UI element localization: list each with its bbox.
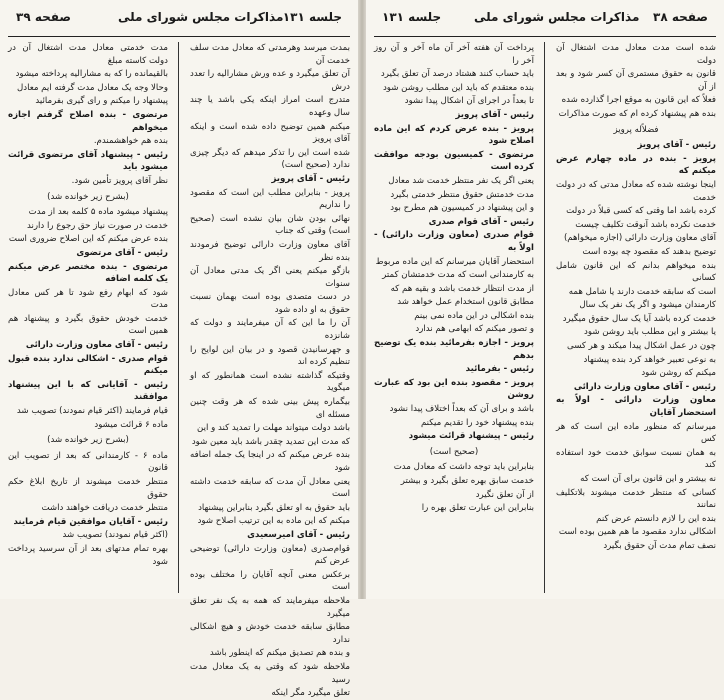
paragraph-line: به نوعی تعبیر خواهد کرد بنده پیشنهاد bbox=[583, 354, 716, 365]
paragraph-line: تا بعداً در اجرای آن اشکال پیدا نشود bbox=[404, 96, 534, 107]
paragraph-line: مطابق قانون استخدام عمل خواهد شد bbox=[397, 297, 534, 308]
paragraph-line: تعلق میگیرد مگر اینکه bbox=[271, 688, 350, 699]
paragraph-line: بنده عرض میکنم که در اینجا یک جمله اضافه شود bbox=[190, 450, 350, 473]
paragraph-line: نصف تمام مدت آن حقوق بگیرد bbox=[603, 540, 716, 551]
speaker-line: رئیس - آقای مرتضوی bbox=[76, 247, 168, 258]
paragraph-line: ملاحظه میفرمایند که همه به یک نفر تعلق میگیرد bbox=[190, 595, 350, 619]
paragraph-line: باشد و برای آن که بعداً اختلاف پیدا نشود bbox=[389, 404, 534, 415]
speaker-line: رئیس - آقای معاون وزارت دارائی bbox=[25, 340, 168, 351]
paragraph-line: باید حقوق به او تعلق بگیرد بنابراین پیشنهاد bbox=[198, 502, 350, 513]
paragraph-line: به کارمندانی است که مدت خدمتشان کمتر bbox=[382, 270, 534, 281]
left-page-header bbox=[8, 0, 350, 34]
left-column-divider bbox=[178, 42, 179, 593]
paragraph-line: قانون به حقوق مستمری آن کسر شود و بعد از آن bbox=[556, 69, 716, 92]
paragraph-line: (اکثر قیام نمودند) تصویب شد bbox=[62, 530, 168, 541]
left-page-right-column bbox=[190, 42, 350, 699]
speaker-line: رئیس - آقایان موافقین قیام فرمایند bbox=[13, 516, 168, 527]
paragraph-line: ملاحظه شود که وقتی به یک معادل مدت رسید bbox=[190, 661, 350, 685]
speaker-line: پرویز - مقصود بنده این بود که عبارت روشن bbox=[374, 377, 534, 401]
speaker-line: معاون وزارت دارائی - اولاً به استحضار آقایان bbox=[556, 395, 716, 419]
paragraph-line: بنده هم پیشنهاد کرده ام که صورت مذاکرات bbox=[558, 108, 716, 119]
paragraph-line: بیگماره پیش بینی شده که هر وقت چنین مسئله ای bbox=[190, 397, 350, 420]
paragraph-line: بهره تمام مدتهای بعد از آن سرسید پرداخت شود bbox=[8, 543, 168, 567]
right-page-number: صفحه ۳۸ bbox=[653, 10, 708, 24]
paragraph-line: یعنی اگر یک نفر منتظر خدمت شد معادل bbox=[388, 175, 534, 186]
paragraph-line: بنده میخواهم بدانم که این قانون شامل کسانی bbox=[556, 260, 716, 284]
speaker-line: پرویز - اجازه بفرمائید بنده یک توضیح بدهم bbox=[374, 338, 534, 361]
caption-line: (بشرح زیر خوانده شد) bbox=[47, 435, 129, 446]
paragraph-line: بنده عرض میکنم که این اصلاح ضروری است bbox=[8, 234, 168, 245]
speaker-line: مرتضوی - کمیسیون بودجه موافقت کرده است bbox=[374, 149, 534, 173]
speaker-line: پرویز - بنده در ماده چهارم عرض میکنم که bbox=[556, 153, 716, 177]
book-gutter bbox=[358, 0, 366, 599]
paragraph-line: آقای معاون وزارت دارائی توضیح فرمودند بنده نظر bbox=[190, 239, 350, 263]
paragraph-line: پیشنهاد را میکنم و رای گیری بفرمائید bbox=[35, 96, 168, 107]
paragraph-line: بنده معتقدم که باید این مطلب روشن شود bbox=[382, 82, 534, 93]
left-page-columns bbox=[8, 42, 350, 699]
left-page bbox=[0, 0, 358, 699]
paragraph-line: و تصور میکنم که ابهامی هم ندارد bbox=[415, 324, 534, 335]
paragraph-line: نظر آقای پرویز تأمین شود. bbox=[71, 175, 168, 186]
paragraph-line: پرویز - بنابراین مطلب این است که مقصود را نداریم bbox=[190, 187, 350, 211]
paragraph-line: آن را ما این که آن میفرمایند و دولت که شانزده bbox=[190, 318, 350, 342]
paragraph-line: چون در عمل اشکال پیدا میکند و هر کسی bbox=[567, 341, 716, 352]
right-column-divider bbox=[544, 42, 545, 593]
left-page-session: جلسه ۱۳۱ bbox=[282, 10, 342, 24]
caption-line: (بشرح زیر خوانده شد) bbox=[47, 191, 129, 202]
paragraph-line: از آن تعلق نگیرد bbox=[475, 489, 534, 500]
paragraph-line: پرداخت آن هفته آخر آن ماه آخر و آن روز آخر را bbox=[374, 43, 534, 66]
speaker-line: مرتضوی - بنده مختصر عرض میکنم یک کلمه اضافه bbox=[8, 261, 168, 285]
paragraph-line: باشد دولت میتواند مهلت را تمدید کند و این bbox=[197, 423, 350, 434]
paragraph-line: از مدت انتظار خدمت باشد و بقیه هم که bbox=[390, 283, 534, 294]
paragraph-line: آقای معاون وزارت دارائی (اجازه میخواهم) bbox=[563, 233, 716, 244]
paragraph-line: میرسانم که منظور ماده این است که هر کس bbox=[556, 421, 716, 445]
speaker-line: رئیس - پیشنهاد قرائت میشود bbox=[408, 431, 534, 442]
right-page-right-column bbox=[556, 42, 716, 593]
paragraph-line: فعلاً که این قانون به موقع اجرا گذارده شده bbox=[561, 95, 716, 106]
speaker-line: رئیس - آقای امیرسعیدی bbox=[247, 529, 350, 540]
paragraph-line: که مدت این تمدید چقدر باشد باید معین شود bbox=[191, 436, 350, 447]
paragraph-line: نه بیشتر و این قانون برای آن است که bbox=[580, 474, 716, 484]
paragraph-line: قوام‌صدری (معاون وزارت دارائی) توضیحی عرض کنم bbox=[190, 543, 350, 567]
paragraph-line: خدمت نکرده باشد آنوقت تکلیف چیست bbox=[575, 219, 716, 230]
speaker-line: رئیس - آقای پرویز bbox=[455, 109, 534, 120]
paragraph-line: شده است این را تذکر میدهم که دیگر چیزی ندارد (صحیح است) bbox=[190, 147, 350, 171]
paragraph-line: آن تعلق میگیرد و عده ورش مشارالیه را تعدد درش bbox=[190, 69, 350, 92]
left-page-title: مذاکرات مجلس شورای ملی bbox=[118, 10, 284, 24]
paragraph-line: بالقیمانده را که به مشارالیه پرداخته میشود bbox=[15, 69, 168, 80]
caption-line: (صحیح است) bbox=[429, 446, 479, 457]
paragraph-line: قیام فرمایند (اکثر قیام نمودند) تصویب شد bbox=[16, 406, 168, 417]
paragraph-line: خدمت کرده باشد آیا یک سال حقوق میگیرد bbox=[562, 313, 716, 324]
left-page-left-column bbox=[8, 42, 168, 593]
speaker-line: رئیس - آقای پرویز bbox=[271, 173, 350, 184]
paragraph-line: در دست متصدی بوده است بهمان نسبت حقوق به او داده شود bbox=[190, 292, 350, 315]
paragraph-line: توضیح بدهند که مقصود چه بوده است bbox=[582, 246, 716, 257]
paragraph-line: خدمت در صورت نیاز حق رجوع را دارند bbox=[26, 220, 168, 231]
left-page-number: صفحه ۳۹ bbox=[16, 10, 71, 24]
paragraph-line: پیشنهاد میشود ماده ۵ کلمه بعد از مدت bbox=[28, 207, 168, 218]
speaker-line: رئیس - آقایانی که با این پیشنهاد موافقند bbox=[8, 379, 168, 403]
paragraph-line: به همان نسبت سوابق خدمت خود استفاده کند bbox=[556, 447, 716, 471]
speaker-line: قوام صدری (معاون وزارت دارائی) - اولاً به bbox=[374, 230, 534, 253]
paragraph-line: ماده ۶ قرائت میشود bbox=[94, 419, 168, 430]
paragraph-line: متدرج است امراز اینکه یکی باشد یا چند سال وعهده bbox=[190, 95, 350, 118]
paragraph-line: وحالا وجه یک معادل مدت گرفته ایم معادل bbox=[17, 82, 168, 93]
paragraph-line: استحضار آقایان میرسانم که این ماده مربوط bbox=[375, 256, 534, 267]
speaker-line: رئیس - آقای پرویز bbox=[637, 140, 716, 151]
paragraph-line: کرده باشد اما وقتی که کسی قبلاً در دولت bbox=[566, 206, 716, 217]
caption-line: فضلاًله پرویز bbox=[613, 124, 659, 135]
paragraph-line: برعکس معنی آنچه آقایان را مختلف بوده است bbox=[190, 569, 350, 593]
paragraph-line: بنابراین این عبارت تعلق بهره را bbox=[421, 503, 534, 514]
paragraph-line: بازگو میکنم یعنی اگر یک مدتی معادل آن سنوات bbox=[190, 266, 350, 289]
paragraph-line: منتظر خدمت دریافت خواهند داشت bbox=[41, 503, 168, 514]
left-header-rule bbox=[8, 36, 350, 37]
right-page-session: جلسه ۱۳۱ bbox=[382, 10, 442, 24]
paragraph-line: کسانی که منتظر خدمت میشوند بلاتکلیف نمانند bbox=[556, 487, 716, 511]
paragraph-line: و این پیشنهاد در کمیسیون هم مطرح بود bbox=[390, 203, 534, 214]
paragraph-line: بنابراین باید توجه داشت که معادل مدت bbox=[393, 462, 534, 473]
paragraph-line: شود که ابهام رفع شود تا هر کس معادل مدت bbox=[8, 287, 168, 311]
paragraph-line: باید حساب کنند هشتاد درصد آن تعلق بگیرد bbox=[380, 69, 534, 80]
paragraph-line: ماده ۶ - کارمندانی که بعد از تصویب این قانون bbox=[8, 450, 168, 474]
paragraph-line: و جهرسانیدن قصود و در بیان این لوایح را تنظیم کرده اند bbox=[190, 344, 350, 368]
right-page-header bbox=[374, 0, 716, 34]
paragraph-line: وقتیکه گذاشته نشده است همانطور که او میگوید bbox=[190, 370, 350, 394]
paragraph-line: خدمت سابق بهره تعلق بگیرد و بیشتر bbox=[400, 476, 534, 486]
paragraph-line: مدت خدمتش حقوق منتظر خدمتی بگیرد bbox=[390, 189, 534, 200]
speaker-line: رئیس - آقای معاون وزارت دارائی bbox=[573, 381, 716, 392]
right-page-left-column bbox=[374, 42, 534, 593]
paragraph-line: مدت خدمتی معادل مدت اشتغال آن در دولت کاسته مبلغ bbox=[8, 43, 168, 66]
speaker-line: قوام صدری - اشکالی ندارد بنده قبول میکنم bbox=[8, 353, 168, 377]
paragraph-line: بمدت میرسد وهرمدتی که معادل مدت سلف خدمت آن bbox=[190, 43, 350, 66]
speaker-line: پرویز - بنده عرض کردم که این ماده اصلاح شود bbox=[374, 123, 534, 147]
paragraph-line: شده است مدت معادل مدت اشتغال آن دولت bbox=[556, 43, 716, 66]
paragraph-line: اشکالی ندارد مقصود ما هم همین بوده است bbox=[558, 527, 716, 538]
paragraph-line: است که سابقه خدمت دارند یا شامل همه bbox=[568, 286, 716, 297]
paragraph-line: نهائی بودن شان بیان نشده است (صحیح است) وقتی که جناب bbox=[190, 213, 350, 237]
paragraph-line: منتظر خدمت میشوند از تاریخ ابلاغ حکم حقوق bbox=[8, 477, 168, 500]
paragraph-line: بنده پیشنهاد خود را تقدیم میکنم bbox=[420, 417, 534, 428]
right-page-columns bbox=[374, 42, 716, 593]
right-page-title: مذاکرات مجلس شورای ملی bbox=[474, 10, 640, 24]
right-page bbox=[366, 0, 724, 599]
paragraph-line: خدمت خودش حقوق بگیرد و پیشنهاد هم همین است bbox=[8, 313, 168, 337]
paragraph-line: بنده این را لازم دانستم عرض کنم bbox=[596, 513, 716, 524]
paragraph-line: مطابق سابقه خدمت خودش و هیچ اشکالی ندارد bbox=[190, 622, 350, 645]
paragraph-line: یا بیشتر و این مطلب باید روشن شود bbox=[584, 327, 716, 338]
paragraph-line: اینجا نوشته شده که معادل مدتی که در دولت خدمت bbox=[556, 179, 716, 203]
paragraph-line: یعنی معادل آن مدت که سابقه خدمت داشته است bbox=[190, 476, 350, 500]
paragraph-line: کارمندان میشود و اگر یک نفر یک سال bbox=[579, 300, 716, 311]
speaker-line: رئیس - بفرمائید bbox=[465, 364, 534, 375]
paragraph-line: و بنده هم تصدیق میکنم که اینطور باشد bbox=[209, 648, 350, 659]
paragraph-line: میکنم که روشن شود bbox=[641, 368, 716, 379]
paragraph-line: میکنم که این ماده به این ترتیب اصلاح شود bbox=[197, 516, 350, 527]
speaker-line: مرتضوی - بنده اصلاح گرفتم اجازه میخواهم bbox=[8, 109, 168, 133]
right-header-rule bbox=[374, 36, 716, 37]
paragraph-line: بنده اشکالی در این ماده نمی بینم bbox=[414, 310, 534, 321]
speaker-line: رئیس - آقای قوام صدری bbox=[428, 216, 534, 227]
speaker-line: رئیس - پیشنهاد آقای مرتضوی قرائت میشود باید bbox=[8, 149, 168, 173]
paragraph-line: بنده هم خواهشمندم. bbox=[93, 136, 168, 147]
paragraph-line: میکنم همین توضیح داده شده است و اینکه آقای پرویز bbox=[190, 121, 350, 145]
